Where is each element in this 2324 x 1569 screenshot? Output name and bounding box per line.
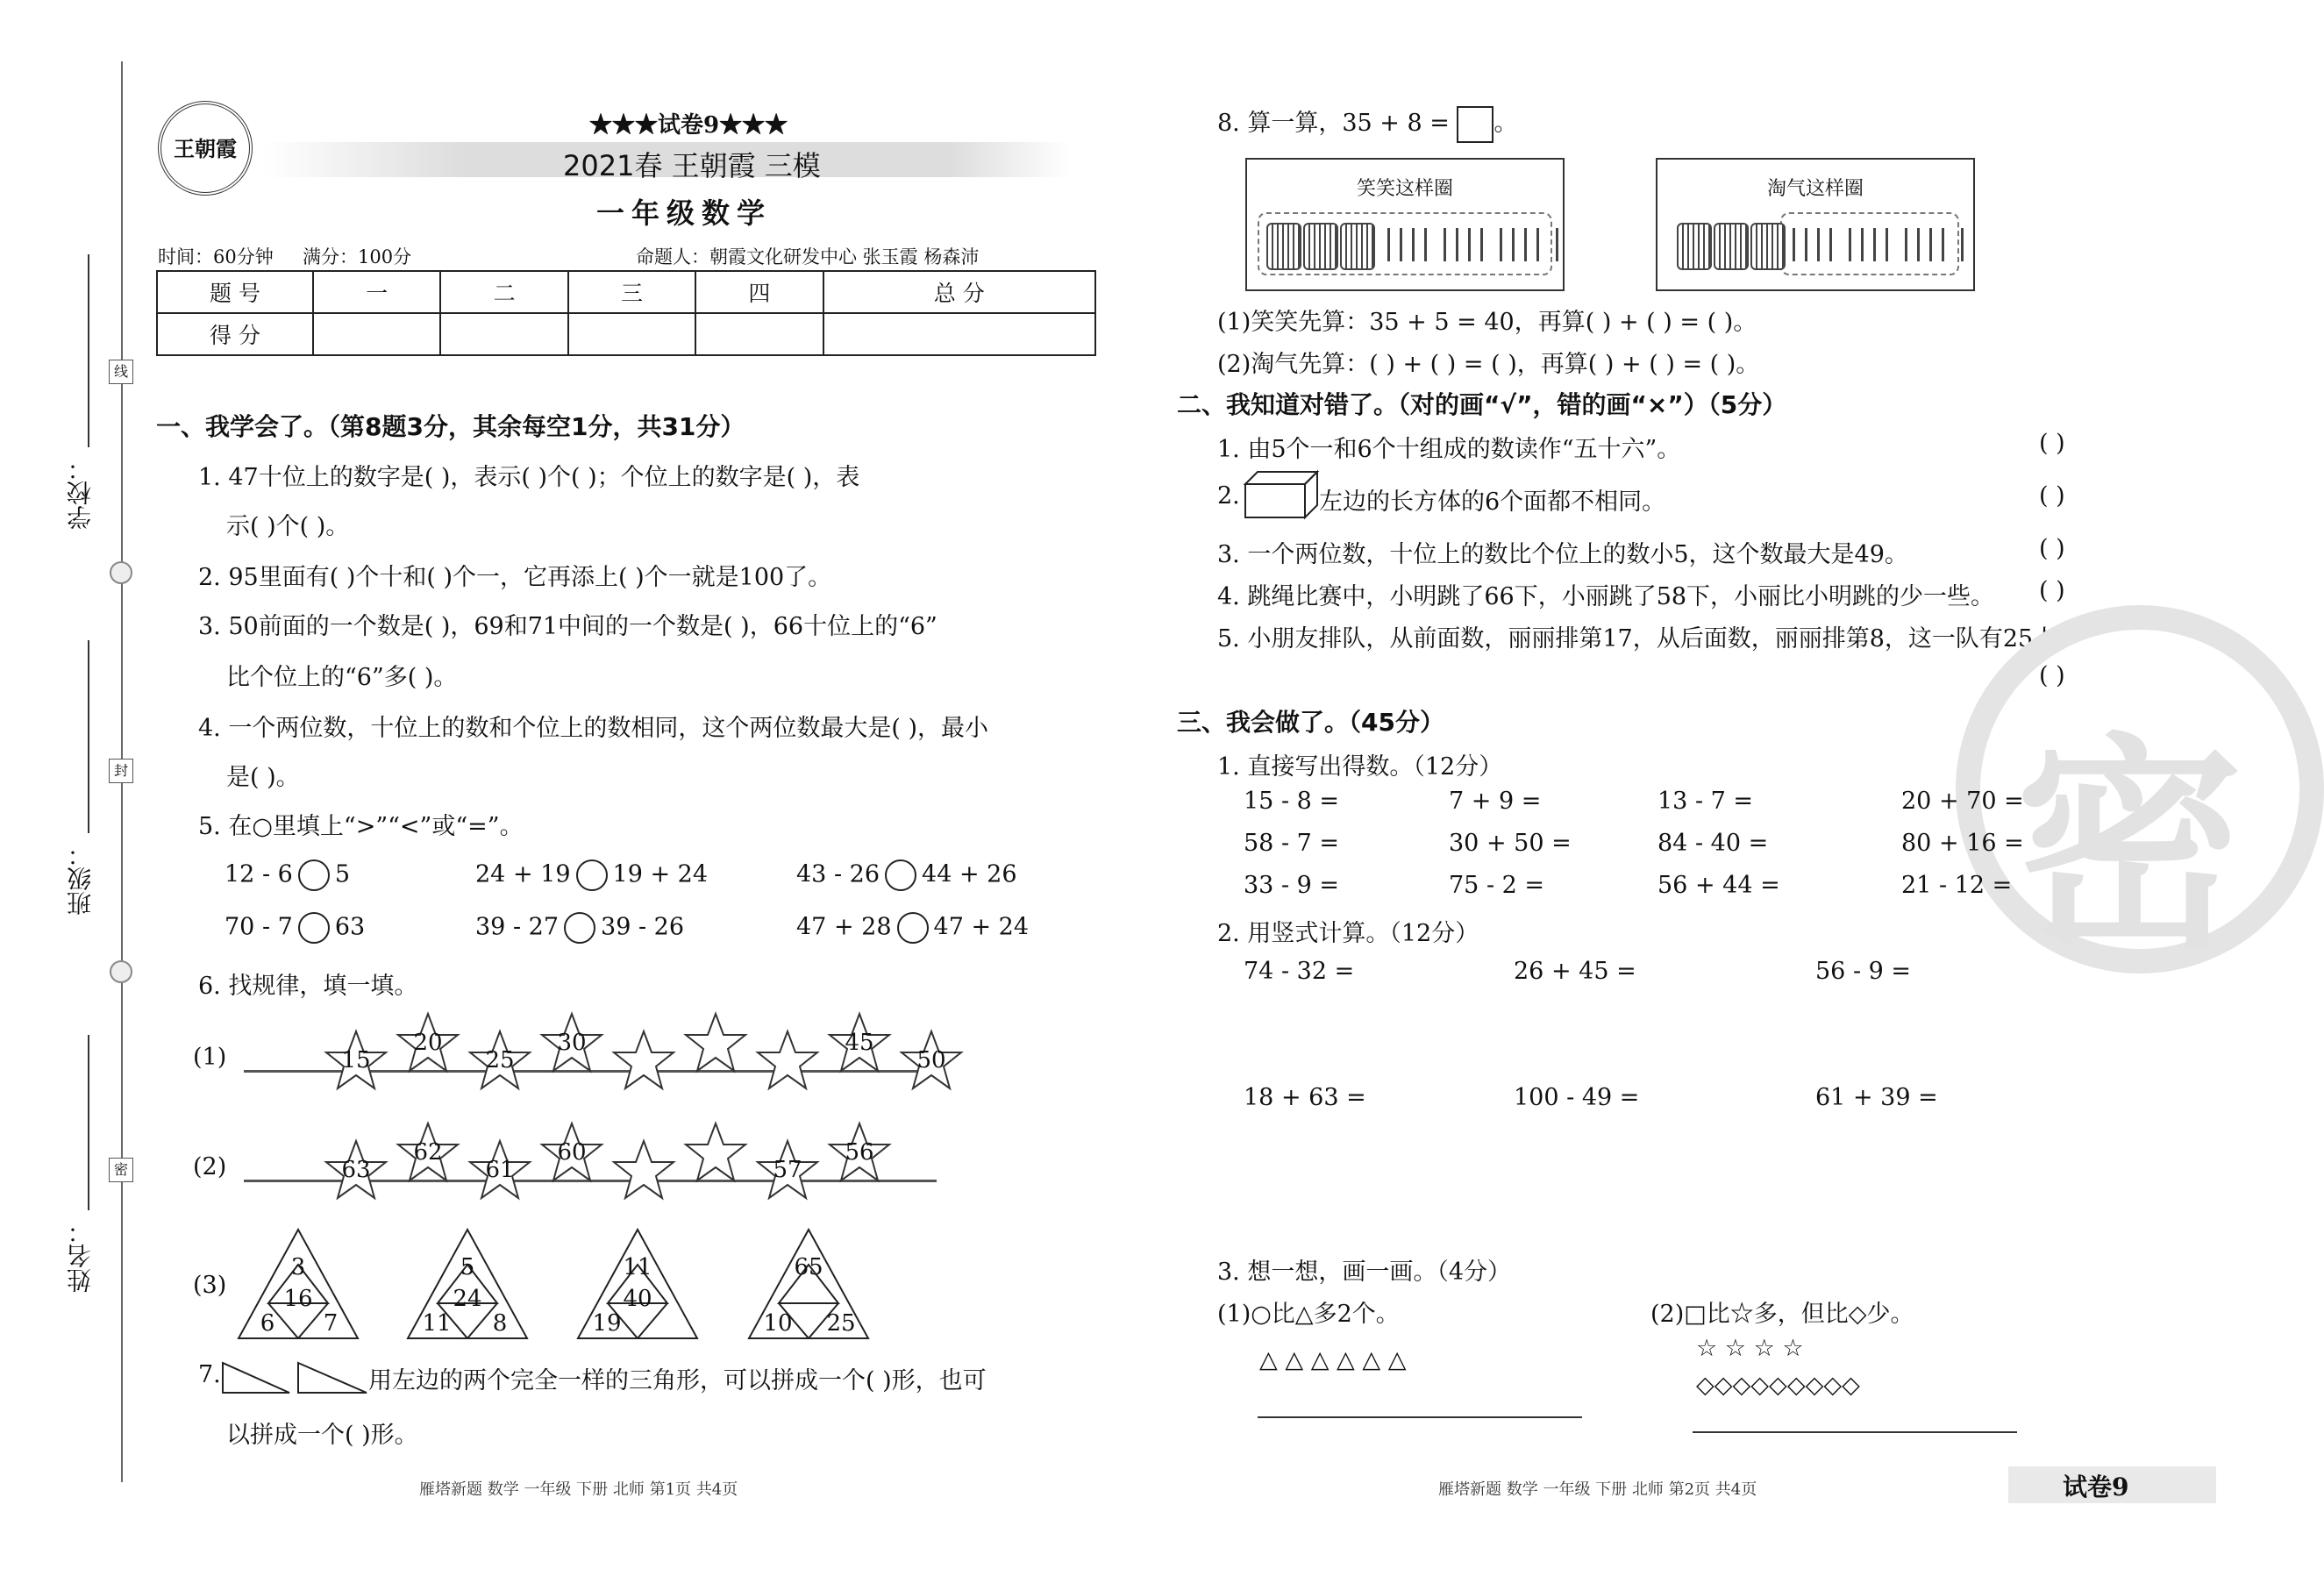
question-5: 5. 在○里填上“>”“<”或“=”。 xyxy=(198,813,524,840)
comparison-right: 44 + 26 xyxy=(922,860,1017,888)
oral-calc-item: 75 - 2 = xyxy=(1449,872,1545,899)
star-row: ☆ ☆ ☆ ☆ xyxy=(1696,1335,1804,1362)
star-cell xyxy=(396,1012,460,1073)
school-label: 学校： xyxy=(66,456,95,530)
brand-logo: 王朝霞 xyxy=(158,101,253,196)
table-cell: 总 分 xyxy=(823,271,1095,313)
stick-icon xyxy=(1929,228,1932,261)
star-cell[interactable] xyxy=(756,1030,819,1091)
oral-calc-item: 58 - 7 = xyxy=(1244,830,1340,857)
stick-icon xyxy=(1512,228,1515,261)
triangle-number: 25 xyxy=(826,1310,856,1337)
taoqi-panel xyxy=(1656,158,1975,291)
table-cell: 得 分 xyxy=(157,313,313,355)
star-number: 60 xyxy=(557,1139,587,1166)
score-input-cell[interactable] xyxy=(313,313,440,355)
circled-sticks xyxy=(1258,212,1552,275)
score-input-cell[interactable] xyxy=(823,313,1095,355)
stick-icon xyxy=(1873,228,1876,261)
stick-icon xyxy=(1805,228,1807,261)
triangle-row: △ △ △ △ △ △ xyxy=(1259,1346,1407,1373)
class-label: 班级： xyxy=(66,842,95,916)
question-4-line-2: 是( )。 xyxy=(226,764,300,791)
comparison-left: 70 - 7 xyxy=(225,913,293,941)
cuboid-icon xyxy=(1244,470,1319,519)
judge-bracket-2[interactable]: ( ) xyxy=(2039,482,2065,510)
s3-q3-sub2: (2)□比☆多，但比◇少。 xyxy=(1650,1301,1914,1328)
judge-item-2: 左边的长方体的6个面都不相同。 xyxy=(1319,489,1666,516)
comparison-item xyxy=(225,912,365,944)
star-number: 15 xyxy=(341,1047,371,1073)
triangle-number: 16 xyxy=(283,1286,313,1312)
question-2: 2. 95里面有( )个十和( )个一，它再添上( )个一就是100了。 xyxy=(198,564,832,591)
triangle-number: 11 xyxy=(623,1254,652,1280)
comparison-item xyxy=(796,912,1029,944)
comparison-item xyxy=(225,859,350,891)
triangle-number: 11 xyxy=(422,1310,452,1337)
binding-mark-feng: 封 xyxy=(109,759,133,783)
comparison-right: 39 - 26 xyxy=(601,913,685,941)
panel-title: 笑笑这样圈 xyxy=(1356,178,1453,200)
judge-item-1: 1. 由5个一和6个十组成的数读作“五十六”。 xyxy=(1217,436,1681,463)
comparison-right: 5 xyxy=(334,860,351,888)
vertical-calc-item: 74 - 32 = xyxy=(1244,958,1355,985)
binding-hole-icon xyxy=(110,960,132,983)
subject-title: 一年级数学 xyxy=(596,196,773,230)
question-7-line-1: 用左边的两个完全一样的三角形，可以拼成一个( )形，也可 xyxy=(368,1367,987,1394)
star-cell xyxy=(756,1139,819,1201)
star-number: 20 xyxy=(413,1030,443,1056)
triangle-number: 10 xyxy=(763,1310,793,1337)
compare-circle[interactable] xyxy=(576,859,608,891)
comparison-right: 63 xyxy=(334,913,366,941)
judge-bracket-4[interactable]: ( ) xyxy=(2039,577,2065,604)
stick-icon xyxy=(1412,228,1415,261)
oral-calc-item: 21 - 12 = xyxy=(1901,872,2013,899)
question-7-line-2: 以拼成一个( )形。 xyxy=(226,1422,418,1449)
table-cell: 四 xyxy=(695,271,823,313)
stick-bundle-icon xyxy=(1303,223,1338,270)
stick-icon xyxy=(1829,228,1832,261)
binding-mark-xian: 线 xyxy=(109,360,133,384)
class-write-line xyxy=(88,640,89,833)
score-table-header-row xyxy=(157,271,1095,313)
stick-icon xyxy=(1500,228,1502,261)
oral-calc-item: 30 + 50 = xyxy=(1449,830,1572,857)
question-3-line-1: 3. 50前面的一个数是( )，69和71中间的一个数是( )，66十位上的“6” xyxy=(198,613,937,640)
stick-icon xyxy=(1387,228,1390,261)
number-triangle xyxy=(747,1228,870,1340)
vertical-calc-item: 26 + 45 = xyxy=(1514,958,1636,985)
stick-bundle-icon xyxy=(1340,223,1375,270)
question-1-line-2: 示( )个( )。 xyxy=(226,513,350,540)
star-cell xyxy=(828,1122,891,1183)
stick-icon xyxy=(1400,228,1402,261)
oral-calc-item: 56 + 44 = xyxy=(1657,872,1780,899)
pattern-label-2: (2) xyxy=(193,1153,227,1180)
number-triangle xyxy=(237,1228,360,1340)
number-triangle xyxy=(406,1228,529,1340)
oral-calc-item: 33 - 9 = xyxy=(1244,872,1340,899)
judge-item-4: 4. 跳绳比赛中，小明跳了66下，小丽跳了58下，小丽比小明跳的少一些。 xyxy=(1217,583,1995,610)
star-cell[interactable] xyxy=(684,1122,747,1183)
stick-icon xyxy=(1793,228,1795,261)
star-cell xyxy=(324,1030,388,1091)
stick-icon xyxy=(1917,228,1920,261)
star-number: 63 xyxy=(341,1157,371,1183)
comparison-item xyxy=(796,859,1017,891)
comparison-right: 19 + 24 xyxy=(612,860,709,888)
oral-calc-item: 20 + 70 = xyxy=(1901,788,2024,815)
comparison-left: 47 + 28 xyxy=(796,913,892,941)
diamond-row: ◇◇◇◇◇◇◇◇◇ xyxy=(1696,1372,1860,1399)
star-cell xyxy=(468,1030,531,1091)
star-number: 56 xyxy=(845,1139,874,1166)
compare-circle[interactable] xyxy=(298,859,330,891)
star-cell xyxy=(324,1139,388,1201)
comparison-left: 43 - 26 xyxy=(796,860,880,888)
oral-calc-item: 84 - 40 = xyxy=(1657,830,1769,857)
star-number: 50 xyxy=(916,1047,946,1073)
name-label: 姓名： xyxy=(66,1219,95,1293)
stick-icon xyxy=(1961,228,1964,261)
judge-bracket-5[interactable]: ( ) xyxy=(2039,662,2065,689)
footer-right: 雁塔新题 数学 一年级 下册 北师 第2页 共4页 xyxy=(1438,1480,1757,1499)
question-8: 8. 算一算，35 + 8 = 。 xyxy=(1217,103,1517,143)
vertical-calc-item: 18 + 63 = xyxy=(1244,1084,1366,1111)
star-cell xyxy=(900,1030,963,1091)
binding-hole-icon xyxy=(110,561,132,584)
stick-bundle-icon xyxy=(1266,223,1301,270)
table-cell: 题 号 xyxy=(157,271,313,313)
section-2-title: 二、我知道对错了。（对的画“√”，错的画“×”）（5分） xyxy=(1177,390,1787,419)
question-1-line-1: 1. 47十位上的数字是( )，表示( )个( )；个位上的数字是( )，表 xyxy=(198,464,860,491)
stick-icon xyxy=(1556,228,1558,261)
oral-calc-item: 15 - 8 = xyxy=(1244,788,1340,815)
comparison-item xyxy=(475,912,684,944)
time-limit: 时间：60分钟 xyxy=(158,246,274,267)
star-cell[interactable] xyxy=(684,1012,747,1073)
judge-item-3: 3. 一个两位数，十位上的数比个位上的数小5，这个数最大是49。 xyxy=(1217,541,1908,568)
stick-icon xyxy=(1536,228,1539,261)
score-table xyxy=(156,270,1096,356)
judge-bracket-1[interactable]: ( ) xyxy=(2039,430,2065,457)
stick-icon xyxy=(1817,228,1820,261)
binding-mark-mi: 密 xyxy=(109,1158,133,1182)
compare-circle[interactable] xyxy=(564,912,595,944)
stick-icon xyxy=(1480,228,1483,261)
stick-icon xyxy=(1942,228,1944,261)
stick-icon xyxy=(1849,228,1851,261)
question-6: 6. 找规律，填一填。 xyxy=(198,973,418,1000)
table-cell: 二 xyxy=(440,271,567,313)
authors: 命题人：朝霞文化研发中心 张玉霞 杨森沛 xyxy=(636,246,980,267)
comparison-left: 24 + 19 xyxy=(475,860,571,888)
score-table-score-row xyxy=(157,313,1095,355)
stick-icon xyxy=(1444,228,1446,261)
section-1-title: 一、我学会了。（第8题3分，其余每空1分，共31分） xyxy=(156,412,745,441)
triangle-number: 3 xyxy=(290,1254,306,1280)
vertical-calc-item: 56 - 9 = xyxy=(1815,958,1912,985)
judge-bracket-3[interactable]: ( ) xyxy=(2039,535,2065,562)
star-cell xyxy=(396,1122,460,1183)
triangle-number: 24 xyxy=(453,1286,482,1312)
pattern-label-1: (1) xyxy=(193,1044,227,1071)
stick-icon xyxy=(1456,228,1458,261)
stick-icon xyxy=(1468,228,1471,261)
triangle-number: 40 xyxy=(623,1286,652,1312)
triangle-number: 8 xyxy=(492,1310,508,1337)
stick-bundle-icon xyxy=(1714,223,1749,270)
paper-number-title: ★★★试卷9★★★ xyxy=(589,112,788,139)
stick-icon xyxy=(1424,228,1427,261)
star-number: 57 xyxy=(773,1157,802,1183)
star-cell xyxy=(468,1139,531,1201)
star-number: 61 xyxy=(485,1157,515,1183)
star-number: 45 xyxy=(845,1030,874,1056)
vertical-calc-item: 61 + 39 = xyxy=(1815,1084,1938,1111)
panel-title: 淘气这样圈 xyxy=(1766,178,1864,200)
triangle-number: 7 xyxy=(323,1310,339,1337)
triangle-number: 6 xyxy=(260,1310,275,1337)
s3-q2-title: 2. 用竖式计算。（12分） xyxy=(1217,920,1479,947)
comparison-left: 39 - 27 xyxy=(475,913,560,941)
number-triangle xyxy=(576,1228,699,1340)
question-7-number: 7. xyxy=(198,1361,221,1388)
oral-calc-item: 13 - 7 = xyxy=(1657,788,1754,815)
oral-calc-item: 80 + 16 = xyxy=(1901,830,2024,857)
stick-icon xyxy=(1905,228,1907,261)
score-input-cell[interactable] xyxy=(695,313,823,355)
judge-item-2-number: 2. xyxy=(1217,482,1240,510)
triangle-number: 65 xyxy=(794,1254,823,1280)
draw-answer-line-2[interactable] xyxy=(1693,1431,2017,1433)
exam-title: 2021春 王朝霞 三模 xyxy=(563,149,821,182)
question-4-line-1: 4. 一个两位数，十位上的数和个位上的数相同，这个两位数最大是( )，最小 xyxy=(198,715,988,742)
vertical-calc-item: 100 - 49 = xyxy=(1514,1084,1640,1111)
comparison-left: 12 - 6 xyxy=(225,860,293,888)
star-number: 25 xyxy=(485,1047,515,1073)
star-cell xyxy=(828,1012,891,1073)
triangle-number: 5 xyxy=(460,1254,475,1280)
name-write-line xyxy=(88,1035,89,1210)
two-triangles-icon xyxy=(221,1359,370,1394)
star-cell xyxy=(540,1122,603,1183)
stick-bundle-icon xyxy=(1677,223,1712,270)
draw-answer-line-1[interactable] xyxy=(1258,1416,1582,1418)
paper-tag-label: 试卷9 xyxy=(2063,1473,2129,1501)
pattern-label-3: (3) xyxy=(193,1272,227,1299)
compare-circle[interactable] xyxy=(298,912,330,944)
star-number: 30 xyxy=(557,1030,587,1056)
comparison-right: 47 + 24 xyxy=(933,913,1030,941)
section-3-title: 三、我会做了。（45分） xyxy=(1177,708,1444,737)
oral-calc-item: 7 + 9 = xyxy=(1449,788,1542,815)
star-cell[interactable] xyxy=(612,1030,675,1091)
judge-item-5: 5. 小朋友排队，从前面数，丽丽排第17，从后面数，丽丽排第8，这一队有25人。 xyxy=(1217,625,2081,653)
star-cell xyxy=(540,1012,603,1073)
compare-circle[interactable] xyxy=(885,859,916,891)
xiaoxiao-panel xyxy=(1245,158,1565,291)
score-input-cell[interactable] xyxy=(568,313,695,355)
table-cell: 一 xyxy=(313,271,440,313)
stick-icon xyxy=(1886,228,1888,261)
triangle-number: 19 xyxy=(592,1310,622,1337)
stick-bundle-icon xyxy=(1750,223,1786,270)
compare-circle[interactable] xyxy=(897,912,929,944)
score-input-cell[interactable] xyxy=(440,313,567,355)
stick-icon xyxy=(1861,228,1864,261)
q8-sub-1: (1)笑笑先算：35 + 5 = 40，再算( ) + ( ) = ( )。 xyxy=(1217,309,1757,336)
question-3-line-2: 比个位上的“6”多( )。 xyxy=(226,664,458,691)
q8-sub-2: (2)淘气先算：( ) + ( ) = ( )，再算( ) + ( ) = ( )。 xyxy=(1217,351,1760,378)
table-cell: 三 xyxy=(568,271,695,313)
school-write-line xyxy=(88,254,89,447)
comparison-item xyxy=(475,859,708,891)
answer-box[interactable] xyxy=(1457,106,1493,143)
seal-watermark: 密 xyxy=(1956,605,2324,973)
full-score: 满分：100分 xyxy=(303,246,412,267)
star-cell[interactable] xyxy=(612,1139,675,1201)
footer-left: 雁塔新题 数学 一年级 下册 北师 第1页 共4页 xyxy=(419,1480,738,1499)
s3-q1-title: 1. 直接写出得数。（12分） xyxy=(1217,753,1503,781)
s3-q3-sub1: (1)○比△多2个。 xyxy=(1217,1301,1400,1328)
stick-icon xyxy=(1524,228,1527,261)
s3-q3-title: 3. 想一想，画一画。（4分） xyxy=(1217,1259,1512,1286)
star-number: 62 xyxy=(413,1139,443,1166)
